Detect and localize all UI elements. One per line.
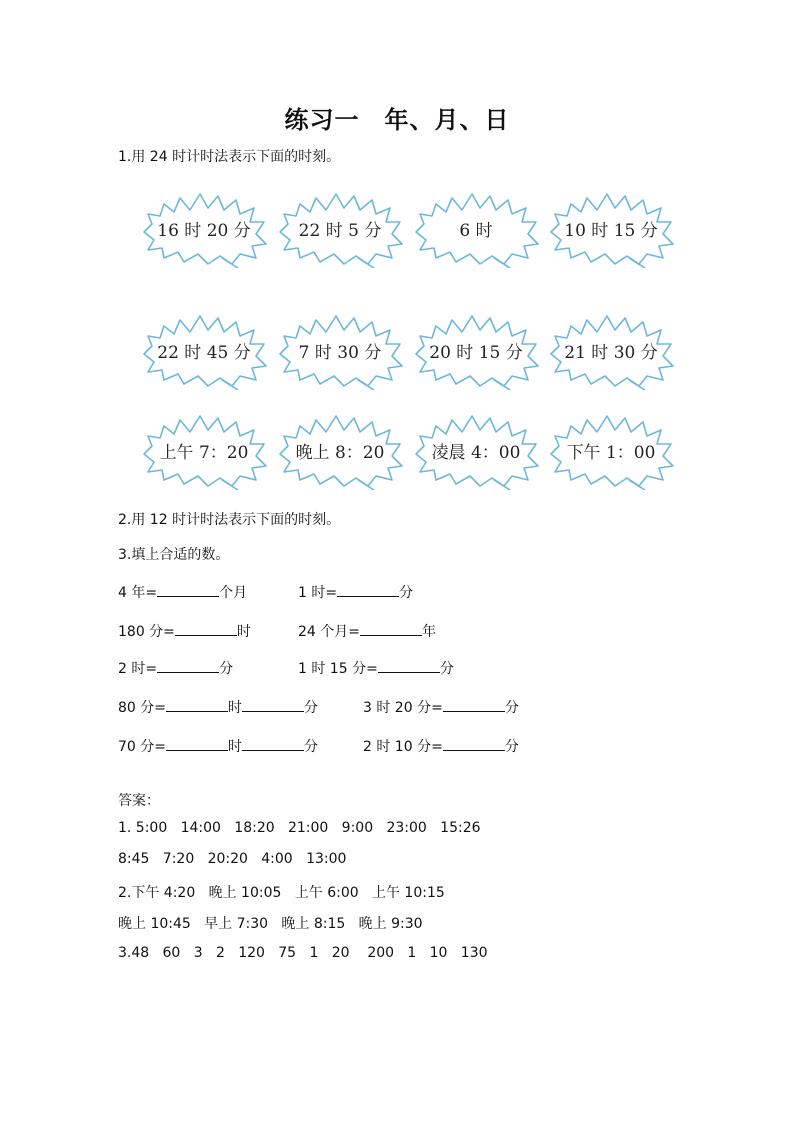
leaf-time-text: 6 时 [459, 220, 493, 241]
answer-line: 1. 5:00 14:00 18:20 21:00 9:00 23:00 15:26 [118, 820, 481, 836]
fill-item: 70 分= 时 分 [118, 739, 318, 755]
leaf-time-text: 凌晨 4：00 [431, 442, 521, 463]
leaf-time-text: 20 时 15 分 [429, 342, 523, 363]
answer-blank[interactable] [242, 699, 304, 712]
maple-leaf-card [136, 310, 272, 390]
leaf-time-text: 晚上 8：20 [295, 442, 385, 463]
leaf-time-text: 上午 7：20 [159, 442, 249, 463]
maple-leaf-card [408, 410, 544, 490]
fill-item: 4 年= 个月 [118, 585, 248, 601]
fill-item: 1 时= 分 [298, 585, 414, 601]
answer-line: 8:45 7:20 20:20 4:00 13:00 [118, 851, 347, 867]
maple-leaf-card [408, 188, 544, 268]
question-2: 2.用 12 时计时法表示下面的时刻。 [118, 512, 341, 528]
leaf-time-text: 21 时 30 分 [564, 342, 658, 363]
answer-blank[interactable] [166, 699, 228, 712]
maple-leaf-card [543, 188, 679, 268]
answer-blank[interactable] [360, 623, 422, 636]
answer-blank[interactable] [175, 623, 237, 636]
leaf-time-text: 7 时 30 分 [298, 342, 382, 363]
maple-leaf-card [543, 410, 679, 490]
maple-leaf-card [543, 310, 679, 390]
answers-heading: 答案： [118, 793, 160, 809]
fill-item: 2 时 10 分= 分 [363, 739, 519, 755]
leaf-time-text: 22 时 5 分 [298, 220, 382, 241]
maple-leaf-card [408, 310, 544, 390]
answer-blank[interactable] [157, 660, 219, 673]
leaf-time-text: 下午 1：00 [566, 442, 656, 463]
answer-blank[interactable] [443, 699, 505, 712]
page-title: 练习一 年、月、日 [284, 106, 510, 134]
maple-leaf-card [272, 310, 408, 390]
fill-item: 1 时 15 分= 分 [298, 661, 454, 677]
answer-blank[interactable] [378, 660, 440, 673]
question-1: 1.用 24 时计时法表示下面的时刻。 [118, 149, 341, 165]
answer-blank[interactable] [166, 738, 228, 751]
maple-leaf-card [272, 188, 408, 268]
fill-item: 2 时= 分 [118, 661, 234, 677]
leaf-time-text: 16 时 20 分 [157, 220, 251, 241]
maple-leaf-card [136, 410, 272, 490]
leaf-time-text: 22 时 45 分 [157, 342, 251, 363]
question-3: 3.填上合适的数。 [118, 547, 230, 563]
maple-leaf-card [272, 410, 408, 490]
maple-leaf-card [136, 188, 272, 268]
answer-line: 晚上 10:45 早上 7:30 晚上 8:15 晚上 9:30 [118, 916, 423, 932]
answer-blank[interactable] [157, 584, 219, 597]
fill-item: 180 分= 时 [118, 624, 251, 640]
fill-item: 80 分= 时 分 [118, 700, 318, 716]
answer-blank[interactable] [443, 738, 505, 751]
leaf-time-text: 10 时 15 分 [564, 220, 658, 241]
answer-blank[interactable] [337, 584, 399, 597]
answer-blank[interactable] [242, 738, 304, 751]
fill-item: 24 个月= 年 [298, 624, 436, 640]
answer-line: 3.48 60 3 2 120 75 1 20 200 1 10 130 [118, 945, 488, 961]
answer-line: 2.下午 4:20 晚上 10:05 上午 6:00 上午 10:15 [118, 885, 445, 901]
fill-item: 3 时 20 分= 分 [363, 700, 519, 716]
